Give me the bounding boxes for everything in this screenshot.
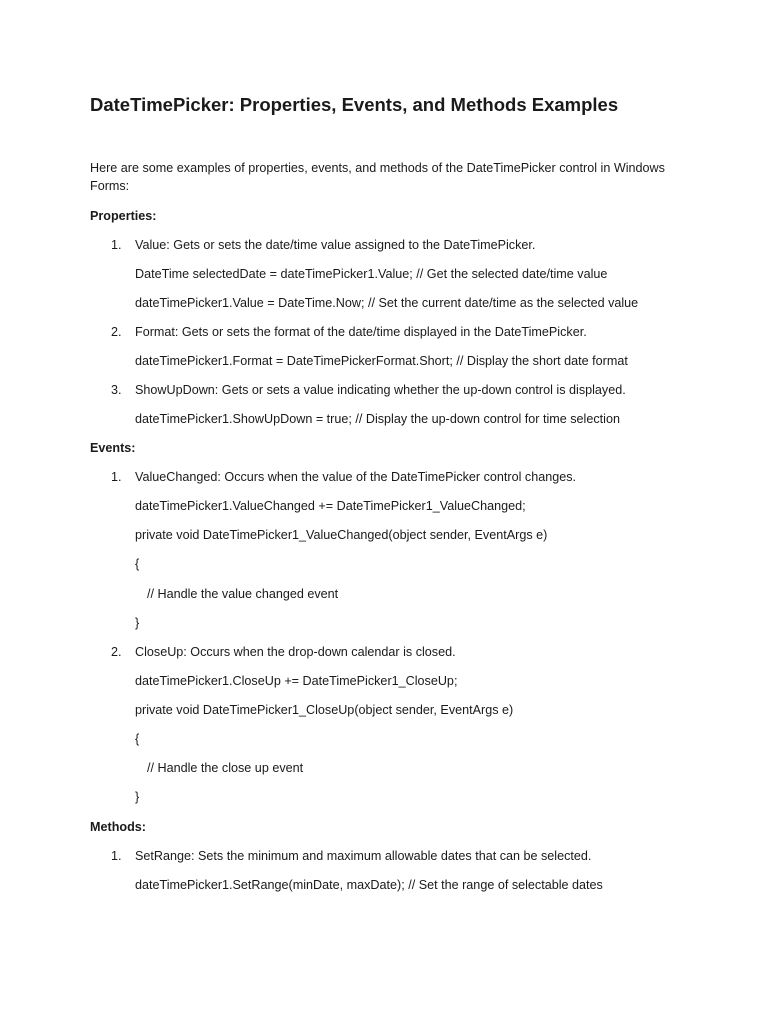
list-number: 1.	[111, 470, 122, 484]
section-heading-methods: Methods:	[90, 820, 146, 834]
code-line: dateTimePicker1.SetRange(minDate, maxDate); // Set the range of selectable dates	[135, 878, 603, 892]
code-comment-line: // Handle the value changed event	[147, 587, 339, 601]
list-number: 2.	[111, 645, 122, 659]
list-item-text: Value: Gets or sets the date/time value assigned to the DateTimePicker.	[135, 238, 536, 252]
code-line: private void DateTimePicker1_CloseUp(object sender, EventArgs e)	[135, 703, 514, 717]
code-line: dateTimePicker1.Value = DateTime.Now; // Set the current date/time as the selected value	[135, 296, 639, 310]
code-line: {	[135, 557, 140, 571]
page-title: DateTimePicker: Properties, Events, and Methods Examples	[90, 94, 619, 115]
code-line: }	[135, 790, 140, 804]
list-item-text: ShowUpDown: Gets or sets a value indicating whether the up-down control is displayed.	[135, 383, 626, 397]
list-item-text: SetRange: Sets the minimum and maximum allowable dates that can be selected.	[135, 849, 592, 863]
list-item-text: Format: Gets or sets the format of the date/time displayed in the DateTimePicker.	[135, 325, 587, 339]
code-line: dateTimePicker1.ShowUpDown = true; // Display the up-down control for time selection	[135, 412, 620, 426]
list-item-text: CloseUp: Occurs when the drop-down calendar is closed.	[135, 645, 456, 659]
code-line: {	[135, 732, 140, 746]
list-number: 1.	[111, 238, 122, 252]
code-line: private void DateTimePicker1_ValueChanged(object sender, EventArgs e)	[135, 528, 548, 542]
code-line: }	[135, 616, 140, 630]
section-heading-events: Events:	[90, 441, 136, 455]
code-line: dateTimePicker1.CloseUp += DateTimePicker1_CloseUp;	[135, 674, 458, 688]
list-item-text: ValueChanged: Occurs when the value of the DateTimePicker control changes.	[135, 470, 577, 484]
code-line: dateTimePicker1.ValueChanged += DateTimePicker1_ValueChanged;	[135, 499, 526, 513]
list-number: 1.	[111, 849, 122, 863]
section-heading-properties: Properties:	[90, 209, 157, 223]
intro-paragraph: Here are some examples of properties, events, and methods of the DateTimePicker control in Windows Forms:	[90, 161, 665, 193]
list-number: 2.	[111, 325, 122, 339]
list-number: 3.	[111, 383, 122, 397]
code-comment-line: // Handle the close up event	[147, 761, 304, 775]
code-line: DateTime selectedDate = dateTimePicker1.Value; // Get the selected date/time value	[135, 267, 608, 281]
code-line: dateTimePicker1.Format = DateTimePickerFormat.Short; // Display the short date format	[135, 354, 628, 368]
